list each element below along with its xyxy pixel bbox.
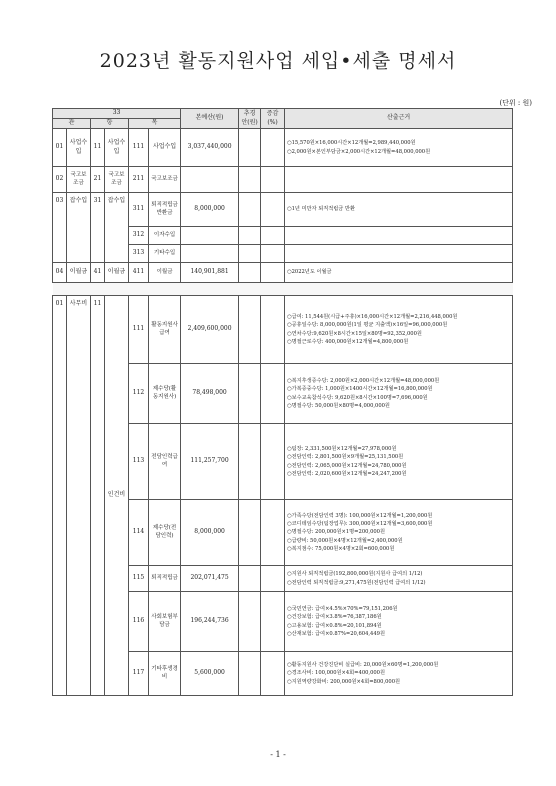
- table-row: 03 잡수입 31 잡수입 311 퇴직적립금반환금 8,000,000 ○1년 미만자 퇴직적립금 반환: [53, 193, 513, 227]
- basis-cell: ○팀장: 2,331,500원×12개월=27,978,000원 ○전담인력: 2,801,500원×9개월=25,131,500원 ○전담인력: 2,065,000원×12개월=24,780,000원 ○전담인력: 2,020,600원×12개월=24,247,200원: [285, 424, 513, 500]
- budget-header: 본예산(원): [181, 109, 239, 129]
- basis-cell: ○국민연금: 급여×4.5%×70%=79,151,206원 ○건강보험: 급여×3.8%=76,387,186원 ○고용보험: 급여×0.8%=20,101,894원 ○산재보험: 급여×0.87%=20,604,449원: [285, 592, 513, 652]
- table-row: 116 사회보험부담금 196,244,736 ○국민연금: 급여×4.5%×70%=79,151,206원 ○건강보험: 급여×3.8%=76,387,186원 ○고용보험: 급여×0.8%=20,101,894원 ○산재보험: 급여×0.87%=20,604,449원: [53, 592, 513, 652]
- basis-cell: ○지원사 퇴직적립금(192,800,000원(지원사 급여의 1/12) ○전담인력 퇴직적립금:9,271,475원(전담인력 급여의 1/12): [285, 566, 513, 592]
- table-row: 115 퇴직적립금 202,071,475 ○지원사 퇴직적립금(192,800,000원(지원사 급여의 1/12) ○전담인력 퇴직적립금:9,271,475원(전담인력 급여의 1/12): [53, 566, 513, 592]
- page-number: - 1 -: [270, 750, 286, 759]
- table-row: 01 사업수입 11 사업수입 111 사업수입 3,037,440,000 ○15,570원×16,000시간×12개월=2,989,440,000원 ○2,000원×본인부담금×2,000시간×12개월=48,000,000원: [53, 129, 513, 167]
- table-row: 04 이월금 41 이월금 411 이월금 140,901,881 ○2022년도 이월금: [53, 263, 513, 283]
- gwan-header: 관: [53, 119, 91, 129]
- basis-cell: ○2022년도 이월금: [285, 263, 513, 283]
- table-row: 112 제수당(활동지원사) 78,498,000 ○복지후생증수당: 2,000원×2,000시간×12개월=48,000,000원 ○가복증중수당: 1,000원×1400시간×12개월=16,800,000원 ○보수교육참석수당: 9,620원×8시간×100명=7,696,000원 ○명절수당: 50,000원×80명=4,000,000원: [53, 364, 513, 424]
- basis-cell: ○복지후생증수당: 2,000원×2,000시간×12개월=48,000,000원 ○가복증중수당: 1,000원×1400시간×12개월=16,800,000원 ○보수교육참석수당: 9,620원×8시간×100명=7,696,000원 ○명절수당: 50,000원×80명=4,000,000원: [285, 364, 513, 424]
- basis-cell: ○15,570원×16,000시간×12개월=2,989,440,000원 ○2,000원×본인부담금×2,000시간×12개월=48,000,000원: [285, 129, 513, 167]
- table-row: 02 국고보조금 21 국고보조금 211 국고보조금: [53, 167, 513, 193]
- budget-table: [52, 108, 513, 696]
- table-row: 01 사무비 11 인건비 111 활동지원사급여 2,409,600,000 ○급여: 11,544원(시급+주휴)×16,000시간×12개월=2,216,448,000원 ○공휴일수당: 8,000,000원(1일 평균 지출액)×16일=96,000,000원 ○연차수당:9,620원×8시간×15일×80명=92,352,000원 ○명절근로수당: 400,000원×12개월=4,800,000원: [53, 296, 513, 364]
- table-row: 117 기타후생경비 5,600,000 ○활동지원사 건강진단비 실급비: 20,000원×60명=1,200,000원 ○경조사비: 100,000원×4회=400,000원 ○지원역량강화비: 200,000원×4회=800,000원: [53, 652, 513, 696]
- basis-cell: ○급여: 11,544원(시급+주휴)×16,000시간×12개월=2,216,448,000원 ○공휴일수당: 8,000,000원(1일 평균 지출액)×16일=96,000,000원 ○연차수당:9,620원×8시간×15일×80명=92,352,000원 ○명절근로수당: 400,000원×12개월=4,800,000원: [285, 296, 513, 364]
- page-title: 2023년 활동지원사업 세입•세출 명세서: [99, 50, 457, 72]
- table-row: 113 전담인력급여 111,257,700 ○팀장: 2,331,500원×12개월=27,978,000원 ○전담인력: 2,801,500원×9개월=25,131,500원 ○전담인력: 2,065,000원×12개월=24,780,000원 ○전담인력: 2,020,600원×12개월=24,247,200원: [53, 424, 513, 500]
- basis-cell: ○활동지원사 건강진단비 실급비: 20,000원×60명=1,200,000원 ○경조사비: 100,000원×4회=400,000원 ○지원역량강화비: 200,000원×4회=800,000원: [285, 652, 513, 696]
- table-row: 312 이자수입: [53, 227, 513, 245]
- mok-header: 목: [129, 119, 181, 129]
- code-group-header: 33: [53, 109, 181, 119]
- hang-header: 항: [91, 119, 129, 129]
- change-header: 증감(%): [261, 109, 285, 129]
- table-row: 114 제수당(전담인력) 8,000,000 ○가족수당(전담인력 3명): 100,000원×12개월=1,200,000원 ○코디테임수당(팀장업무): 300,000원×12개월=3,600,000원 ○명절수당: 200,000원×1명=200,000원 ○급량비: 50,000원×4명×12개월=2,400,000원 ○복지점수: 75,000원×4명×2회=600,000원: [53, 500, 513, 566]
- basis-cell: ○1년 미만자 퇴직적립금 반환: [285, 193, 513, 227]
- basis-header: 산출근거: [285, 109, 513, 129]
- supplement-header: 추경안(원): [239, 109, 261, 129]
- sub-category: 인건비: [105, 296, 129, 696]
- basis-cell: ○가족수당(전담인력 3명): 100,000원×12개월=1,200,000원 ○코디테임수당(팀장업무): 300,000원×12개월=3,600,000원 ○명절수당: 200,000원×1명=200,000원 ○급량비: 50,000원×4명×12개월=2,400,000원 ○복지점수: 75,000원×4명×2회=600,000원: [285, 500, 513, 566]
- section-separator: [53, 283, 513, 296]
- unit-label: (단위 : 원): [499, 99, 532, 107]
- table-row: 313 기타수입: [53, 245, 513, 263]
